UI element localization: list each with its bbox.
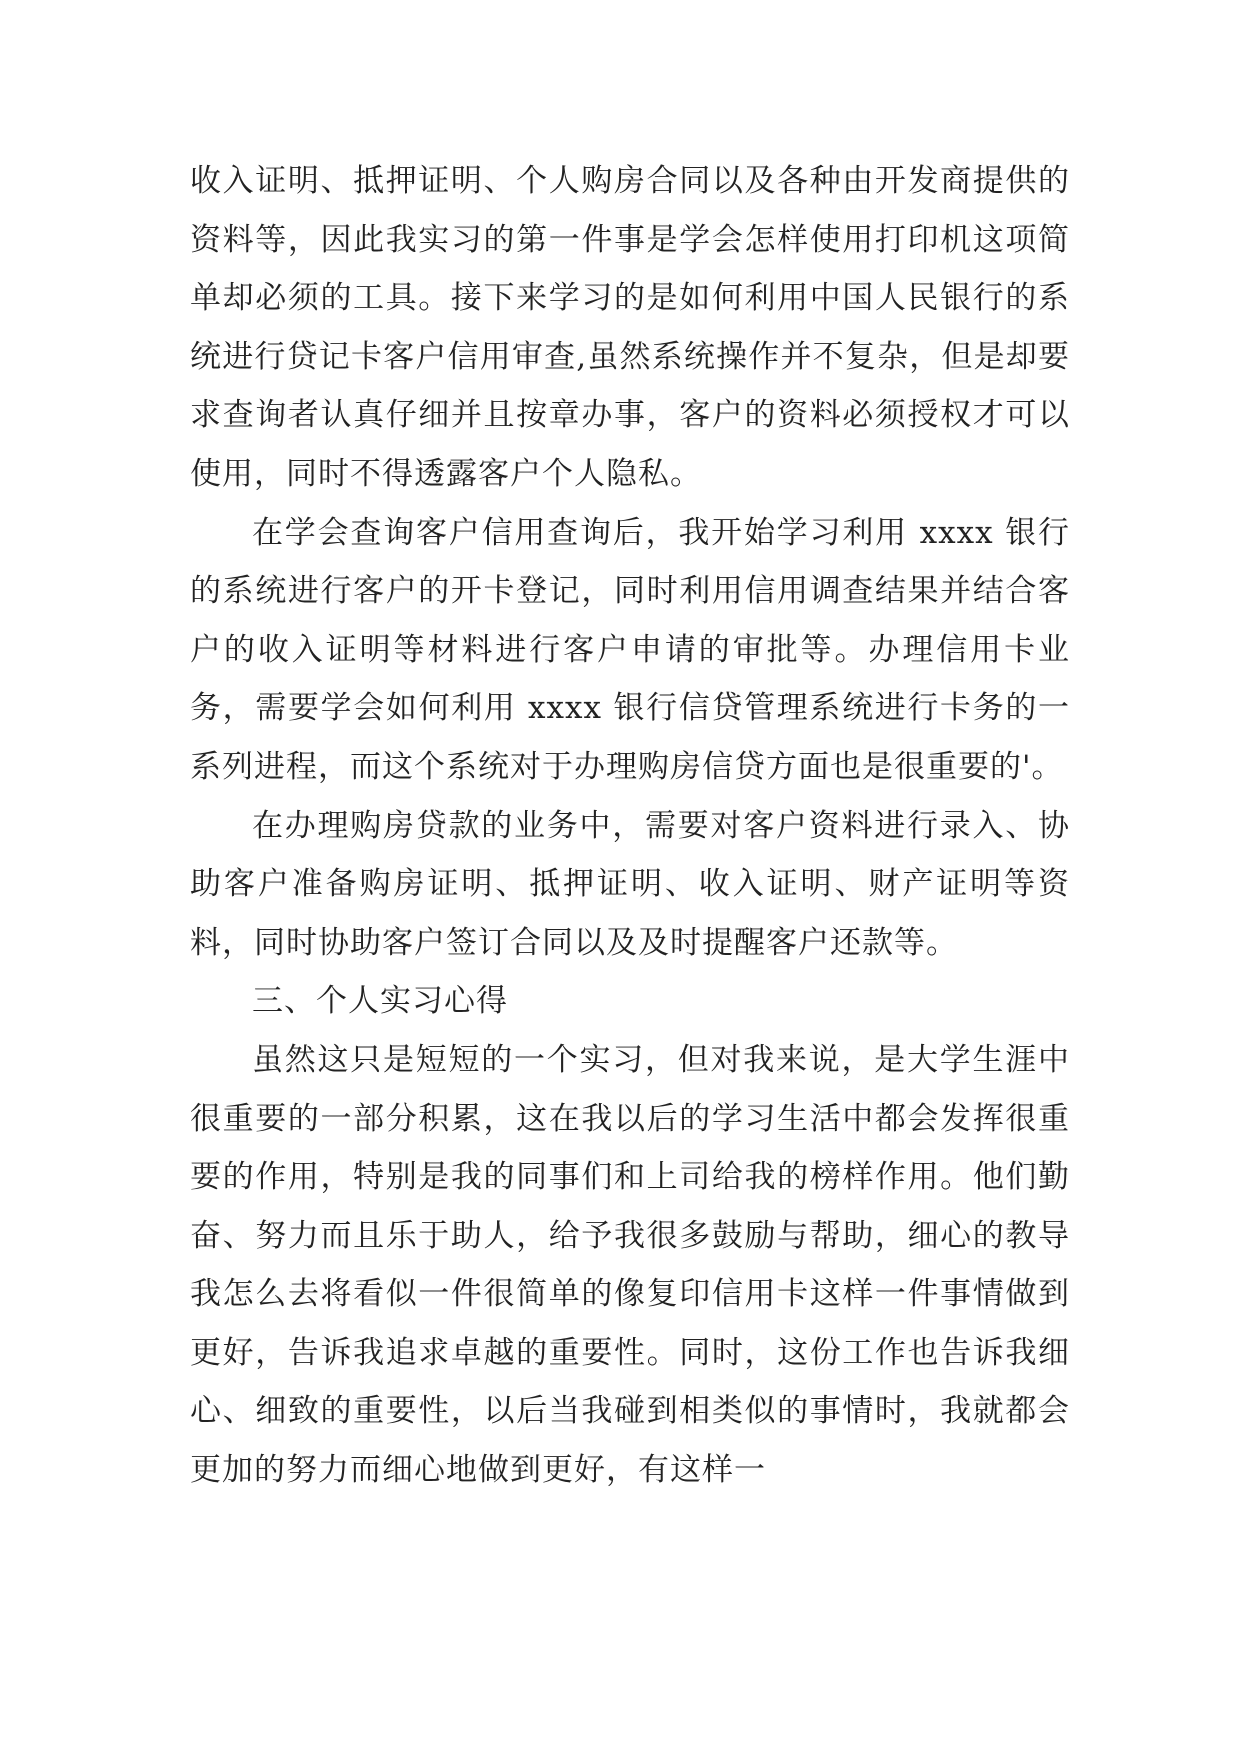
paragraph-mortgage-loans: 在办理购房贷款的业务中，需要对客户资料进行录入、协助客户准备购房证明、抵押证明、收入证明、财产证明等资料，同时协助客户签订合同以及及时提醒客户还款等。 <box>190 807 1070 961</box>
paragraph-continued: 收入证明、抵押证明、个人购房合同以及各种由开发商提供的资料等，因此我实习的第一件事是学会怎样使用打印机这项简单却必须的工具。接下来学习的是如何利用中国人民银行的系统进行贷记卡客户信用审查,虽然系统操作并不复杂，但是却要求查询者认真仔细并且按章办事，客户的资料必须授权才可以使用，同时不得透露客户个人隐私。 <box>190 163 1070 492</box>
paragraph-card-business: 在学会查询客户信用查询后，我开始学习利用 xxxx 银行的系统进行客户的开卡登记，同时利用信用调查结果并结合客户的收入证明等材料进行客户申请的审批等。办理信用卡业务，需要学会如何利用 xxxx 银行信贷管理系统进行卡务的一系列进程，而这个系统对于办理购房信贷方面也是很重要的'。 <box>190 514 1070 785</box>
section-heading: 三、个人实习心得 <box>252 983 508 1020</box>
document-page <box>190 152 1070 1500</box>
paragraph-reflection: 虽然这只是短短的一个实习，但对我来说，是大学生涯中很重要的一部分积累，这在我以后的学习生活中都会发挥很重要的作用，特别是我的同事们和上司给我的榜样作用。他们勤奋、努力而且乐于助人，给予我很多鼓励与帮助，细心的教导我怎么去将看似一件很简单的像复印信用卡这样一件事情做到更好，告诉我追求卓越的重要性。同时，这份工作也告诉我细心、细致的重要性，以后当我碰到相类似的事情时，我就都会更加的努力而细心地做到更好，有这样一 <box>190 1041 1070 1489</box>
